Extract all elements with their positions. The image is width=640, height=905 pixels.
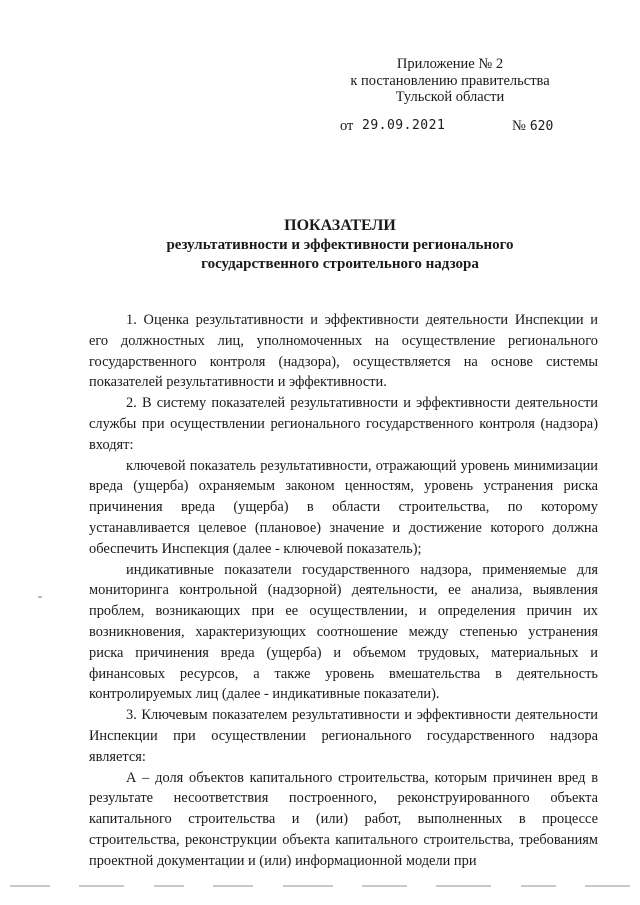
scan-artifact (10, 885, 50, 887)
resolution-number (512, 118, 553, 135)
scan-artifact (521, 885, 556, 887)
scan-artifact (154, 885, 184, 887)
title-main: ПОКАЗАТЕЛИ (284, 217, 396, 234)
appendix-line-1: Приложение № 2 (396, 56, 504, 72)
paragraph-6: А – доля объектов капитального строительства, которым причинен вред в результате несоответствия построенного, реконструированного объекта капитального строительства и (или) работ, выполненных в процессе строительства, реконструкции объекта капитального строительства, требованиям проектной документации и (или) информационной модели при (89, 769, 598, 869)
scan-artifact (436, 885, 491, 887)
scan-artifact (213, 885, 253, 887)
scan-artifact (362, 885, 407, 887)
scan-bottom-artifacts (10, 885, 630, 888)
resolution-date: 29.09.2021 (362, 118, 446, 133)
date-prefix: от (340, 118, 354, 134)
scan-artifact (585, 885, 630, 887)
number-value: 620 (529, 119, 554, 134)
appendix-line-3: Тульской области (395, 89, 505, 105)
appendix-block (300, 56, 600, 106)
scan-artifact (79, 885, 124, 887)
document-body (89, 310, 598, 872)
document-title (80, 216, 600, 274)
title-line-2: результативности и эффективности регионального (166, 237, 514, 253)
scan-artifact (283, 885, 333, 887)
appendix-line-2: к постановлению правительства (350, 72, 550, 89)
paragraph-4: индикативные показатели государственного надзора, применяемые для мониторинга контрольной (надзорной) деятельности, ее анализа, выявления проблем, возникающих при ее осуществлении, и определения причин их возникновения, характеризующих соотношение между степенью устранения риска причинения вреда (ущерба) и объемом трудовых, материальных и финансовых ресурсов, а также уровень вмешательства в деятельность контролируемых лиц (далее - индикативные показатели). (89, 561, 598, 703)
title-line-3: государственного строительного надзора (201, 256, 479, 272)
paragraph-5: 3. Ключевым показателем результативности и эффективности деятельности Инспекции при осуществлении регионального государственного надзора является: (89, 707, 598, 765)
scan-margin-mark (38, 596, 42, 598)
paragraph-3: ключевой показатель результативности, отражающий уровень минимизации вреда (ущерба) охраняемым законом ценностям, уровень устранения риска причинения вреда (ущерба) в области строительства, по которому устанавливается целевое (плановое) значение и достижение которого должна обеспечить Инспекция (далее - ключевой показатель); (89, 457, 598, 557)
number-sign: № (512, 118, 526, 134)
paragraph-1: 1. Оценка результативности и эффективности деятельности Инспекции и его должностных лиц, уполномоченных на осуществление регионального государственного контроля (надзора), осуществляется на основе системы показателей результативности и эффективности. (89, 312, 598, 391)
paragraph-2: 2. В систему показателей результативности и эффективности деятельности службы при осуществлении регионального государственного контроля (надзора) входят: (89, 395, 598, 453)
